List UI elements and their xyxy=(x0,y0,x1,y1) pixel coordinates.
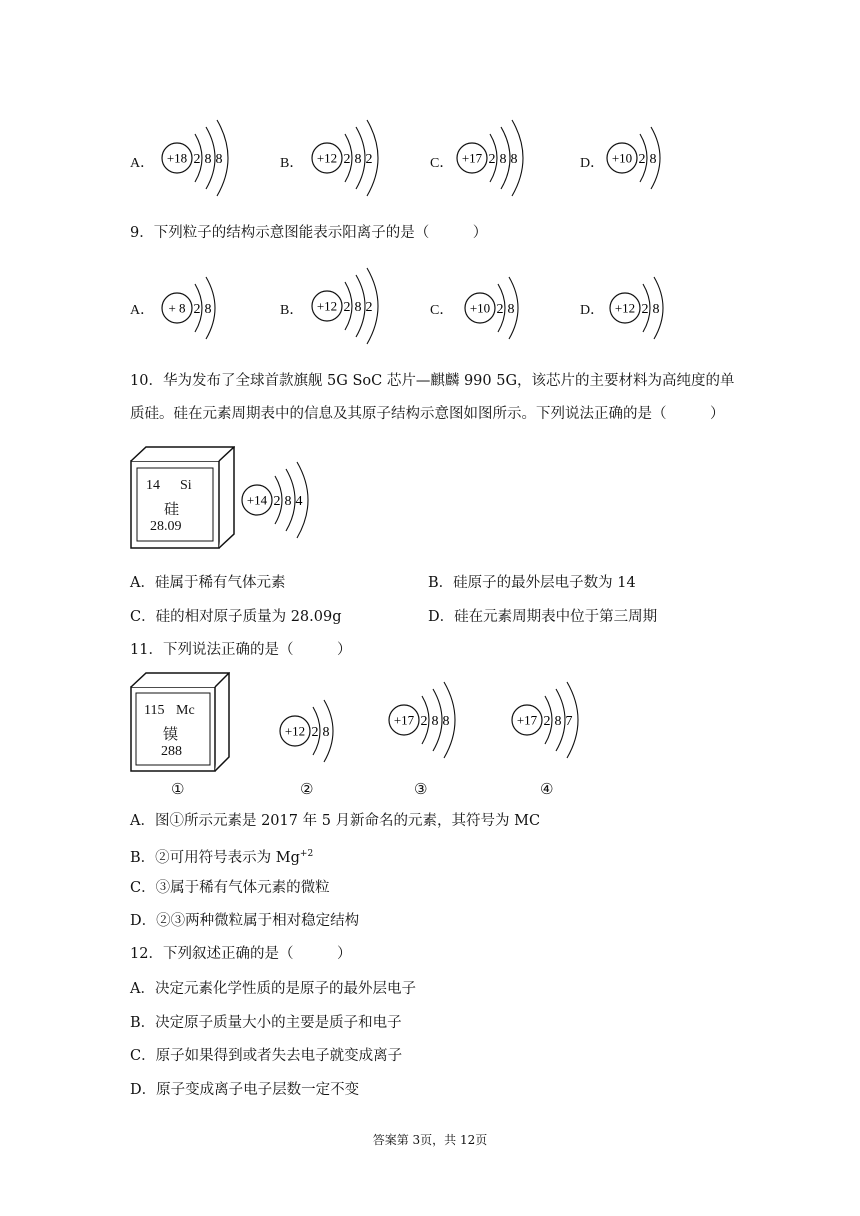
nucleus-charge-label: +17 xyxy=(461,150,483,166)
shell-electron-count: 8 xyxy=(204,302,212,317)
q10-silicon-atom-diagram xyxy=(240,452,337,548)
cell-atomic-mass: 28.09 xyxy=(150,519,182,534)
shell-electron-count: 2 xyxy=(365,152,373,167)
q8-option-a-label: A． xyxy=(130,156,155,171)
atom-svg xyxy=(240,452,337,548)
figure-label-1: ① xyxy=(171,780,185,798)
q10-option-d: D．硅在元素周期表中位于第三周期 xyxy=(428,609,658,625)
shell-electron-count: 8 xyxy=(354,152,362,167)
atom-svg xyxy=(160,260,246,356)
shell-electron-count: 8 xyxy=(554,714,562,729)
q11-atom-diagram-2 xyxy=(278,683,364,779)
shell-electron-count: 8 xyxy=(510,152,518,167)
q11-option-d: D．②③两种微粒属于相对稳定结构 xyxy=(130,913,360,929)
nucleus-charge-label: + 8 xyxy=(168,300,186,316)
nucleus-charge-label: +12 xyxy=(284,723,306,739)
figure-label-4: ④ xyxy=(540,780,554,798)
shell-electron-count: 7 xyxy=(565,714,573,729)
q10-option-b: B．硅原子的最外层电子数为 14 xyxy=(428,575,636,591)
q11-option-c: C．③属于稀有气体元素的微粒 xyxy=(130,880,330,896)
atom-svg xyxy=(310,258,407,354)
q10-option-a: A．硅属于稀有气体元素 xyxy=(130,575,286,591)
shell-electron-count: 2 xyxy=(641,302,649,317)
shell-electron-count: 8 xyxy=(652,302,660,317)
nucleus-charge-label: +12 xyxy=(316,150,338,166)
shell-electron-count: 8 xyxy=(649,152,657,167)
shell-electron-count: 8 xyxy=(431,714,439,729)
cell-element-name: 硅 xyxy=(164,502,180,518)
q8-option-c-atom-diagram xyxy=(455,110,552,206)
shell-electron-count: 2 xyxy=(193,152,201,167)
cell-atomic-number: 115 xyxy=(144,703,165,718)
q9-option-c-label: C． xyxy=(430,303,454,318)
atom-svg xyxy=(463,260,549,356)
q9-option-d-atom-diagram xyxy=(608,260,694,356)
shell-electron-count: 2 xyxy=(273,494,281,509)
shell-electron-count: 2 xyxy=(420,714,428,729)
atom-svg xyxy=(310,110,407,206)
shell-electron-count: 8 xyxy=(442,714,450,729)
q11-atom-diagram-4 xyxy=(510,672,607,768)
shell-electron-count: 8 xyxy=(322,725,330,740)
q12-option-d: D．原子变成离子电子层数一定不变 xyxy=(130,1082,360,1098)
q10-option-c: C．硅的相对原子质量为 28.09g xyxy=(130,609,342,625)
shell-electron-count: 2 xyxy=(343,152,351,167)
q8-option-b-label: B． xyxy=(280,156,304,171)
q8-option-a-atom-diagram xyxy=(160,110,257,206)
atom-svg xyxy=(510,672,607,768)
atom-svg xyxy=(455,110,552,206)
nucleus-charge-label: +12 xyxy=(316,298,338,314)
q9-option-a-atom-diagram xyxy=(160,260,246,356)
nucleus-charge-label: +10 xyxy=(611,150,633,166)
q8-option-d-label: D． xyxy=(580,156,605,171)
nucleus-charge-label: +14 xyxy=(246,492,268,508)
q10-stem-line1: 10．华为发布了全球首款旗舰 5G SoC 芯片—麒麟 990 5G，该芯片的主要材料为高纯度的单 xyxy=(130,373,735,389)
shell-electron-count: 8 xyxy=(507,302,515,317)
cell-element-name: 镆 xyxy=(163,727,179,743)
cell-atomic-mass: 288 xyxy=(161,744,182,759)
shell-electron-count: 2 xyxy=(488,152,496,167)
shell-electron-count: 8 xyxy=(215,152,223,167)
q9-option-c-atom-diagram xyxy=(463,260,549,356)
q11-option-b-superscript: +2 xyxy=(299,849,314,859)
q9-option-b-label: B． xyxy=(280,303,304,318)
q12-stem: 12．下列叙述正确的是（ ） xyxy=(130,946,352,962)
nucleus-charge-label: +17 xyxy=(516,712,538,728)
q12-option-a: A．决定元素化学性质的是原子的最外层电子 xyxy=(130,981,416,997)
shell-electron-count: 2 xyxy=(638,152,646,167)
q9-option-a-label: A． xyxy=(130,303,155,318)
cell-symbol: Si xyxy=(180,478,192,493)
shell-electron-count: 4 xyxy=(295,494,303,509)
q8-option-d-atom-diagram xyxy=(605,110,691,206)
shell-electron-count: 2 xyxy=(496,302,504,317)
shell-electron-count: 2 xyxy=(365,300,373,315)
page-footer: 答案第 3页，共 12页 xyxy=(372,1133,488,1147)
atom-svg xyxy=(387,672,484,768)
cell-atomic-number: 14 xyxy=(146,478,160,493)
nucleus-charge-label: +10 xyxy=(469,300,491,316)
atom-svg xyxy=(608,260,694,356)
figure-label-3: ③ xyxy=(414,780,428,798)
nucleus-charge-label: +17 xyxy=(393,712,415,728)
figure-label-2: ② xyxy=(300,780,314,798)
q11-atom-diagram-3 xyxy=(387,672,484,768)
shell-electron-count: 2 xyxy=(343,300,351,315)
nucleus-charge-label: +12 xyxy=(614,300,636,316)
shell-electron-count: 8 xyxy=(354,300,362,315)
cube-outline xyxy=(130,446,235,549)
cell-symbol: Mc xyxy=(176,703,195,718)
atom-svg xyxy=(160,110,257,206)
q8-option-c-label: C． xyxy=(430,156,454,171)
atom-svg xyxy=(278,683,364,779)
q10-periodic-table-cell xyxy=(130,446,235,549)
shell-electron-count: 8 xyxy=(499,152,507,167)
q11-periodic-table-cell xyxy=(130,672,230,772)
atom-svg xyxy=(605,110,691,206)
q11-option-a: A．图①所示元素是 2017 年 5 月新命名的元素，其符号为 MC xyxy=(130,813,541,829)
q12-option-c: C．原子如果得到或者失去电子就变成离子 xyxy=(130,1048,403,1064)
q9-option-d-label: D． xyxy=(580,303,605,318)
shell-electron-count: 2 xyxy=(543,714,551,729)
q9-option-b-atom-diagram xyxy=(310,258,407,354)
q8-option-b-atom-diagram xyxy=(310,110,407,206)
nucleus-charge-label: +18 xyxy=(166,150,188,166)
shell-electron-count: 2 xyxy=(193,302,201,317)
q12-option-b: B．决定原子质量大小的主要是质子和电子 xyxy=(130,1015,402,1031)
q11-option-b xyxy=(130,845,313,867)
shell-electron-count: 8 xyxy=(204,152,212,167)
q11-option-b-text: B．②可用符号表示为 Mg xyxy=(130,849,300,866)
shell-electron-count: 8 xyxy=(284,494,292,509)
q9-stem: 9．下列粒子的结构示意图能表示阳离子的是（ ） xyxy=(130,225,488,241)
shell-electron-count: 2 xyxy=(311,725,319,740)
q10-stem-line2: 质硅。硅在元素周期表中的信息及其原子结构示意图如图所示。下列说法正确的是（ ） xyxy=(130,406,725,422)
q11-stem: 11．下列说法正确的是（ ） xyxy=(130,642,352,658)
